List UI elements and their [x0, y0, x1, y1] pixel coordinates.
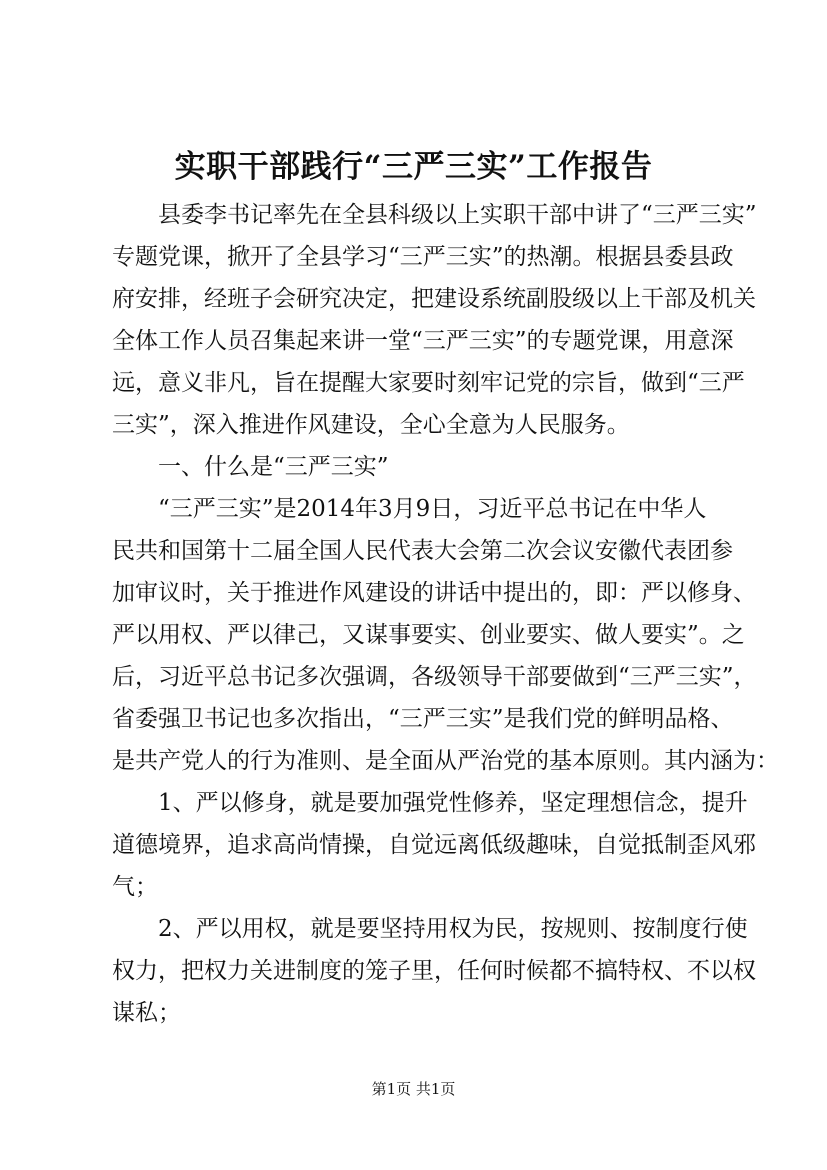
list-item-line: 道德境界，追求高尚情操，自觉远离低级趣味，自觉抵制歪风邪 [112, 832, 756, 858]
list-item-line: 权力，把权力关进制度的笼子里，任何时候都不搞特权、不以权 [112, 958, 756, 984]
paragraph-line: 严以用权、严以律己，又谋事要实、创业要实、做人要实”。之 [112, 622, 745, 648]
document-title: 实职干部践行“三严三实”工作报告 [174, 149, 653, 185]
paragraph-line: 远，意义非凡，旨在提醒大家要时刻牢记党的宗旨，做到“三严 [112, 370, 745, 396]
page-footer: 第1页 共1页 [371, 1080, 456, 1098]
paragraph-line: 专题党课，掀开了全县学习“三严三实”的热潮。根据县委县政 [112, 244, 734, 270]
paragraph-line: 省委强卫书记也多次指出，“三严三实”是我们党的鲜明品格、 [112, 706, 734, 732]
paragraph-line: 三实”，深入推进作风建设，全心全意为人民服务。 [112, 412, 630, 438]
list-item-line: 气； [112, 874, 158, 900]
paragraph-line: 后，习近平总书记多次强调，各级领导干部要做到“三严三实”， [112, 664, 757, 690]
list-item-line: 谋私； [112, 1000, 181, 1026]
list-item-line: 2、严以用权，就是要坚持用权为民，按规则、按制度行使 [158, 916, 748, 942]
paragraph-line: 民共和国第十二届全国人民代表大会第二次会议安徽代表团参 [112, 538, 733, 564]
paragraph-line: 是共产党人的行为准则、是全面从严治党的基本原则。其内涵为： [112, 748, 779, 774]
paragraph-line: 全体工作人员召集起来讲一堂“三严三实”的专题党课，用意深 [112, 328, 734, 354]
list-item-line: 1、严以修身，就是要加强党性修养，坚定理想信念，提升 [158, 790, 748, 816]
paragraph-line: “三严三实”是2014年3月9日，习近平总书记在中华人 [158, 496, 707, 522]
paragraph-line: 加审议时，关于推进作风建设的讲话中提出的，即：严以修身、 [112, 580, 756, 606]
paragraph-line: 县委李书记率先在全县科级以上实职干部中讲了“三严三实” [158, 202, 757, 228]
paragraph-line: 府安排，经班子会研究决定，把建设系统副股级以上干部及机关 [112, 286, 756, 312]
section-heading: 一、什么是“三严三实” [158, 454, 389, 480]
